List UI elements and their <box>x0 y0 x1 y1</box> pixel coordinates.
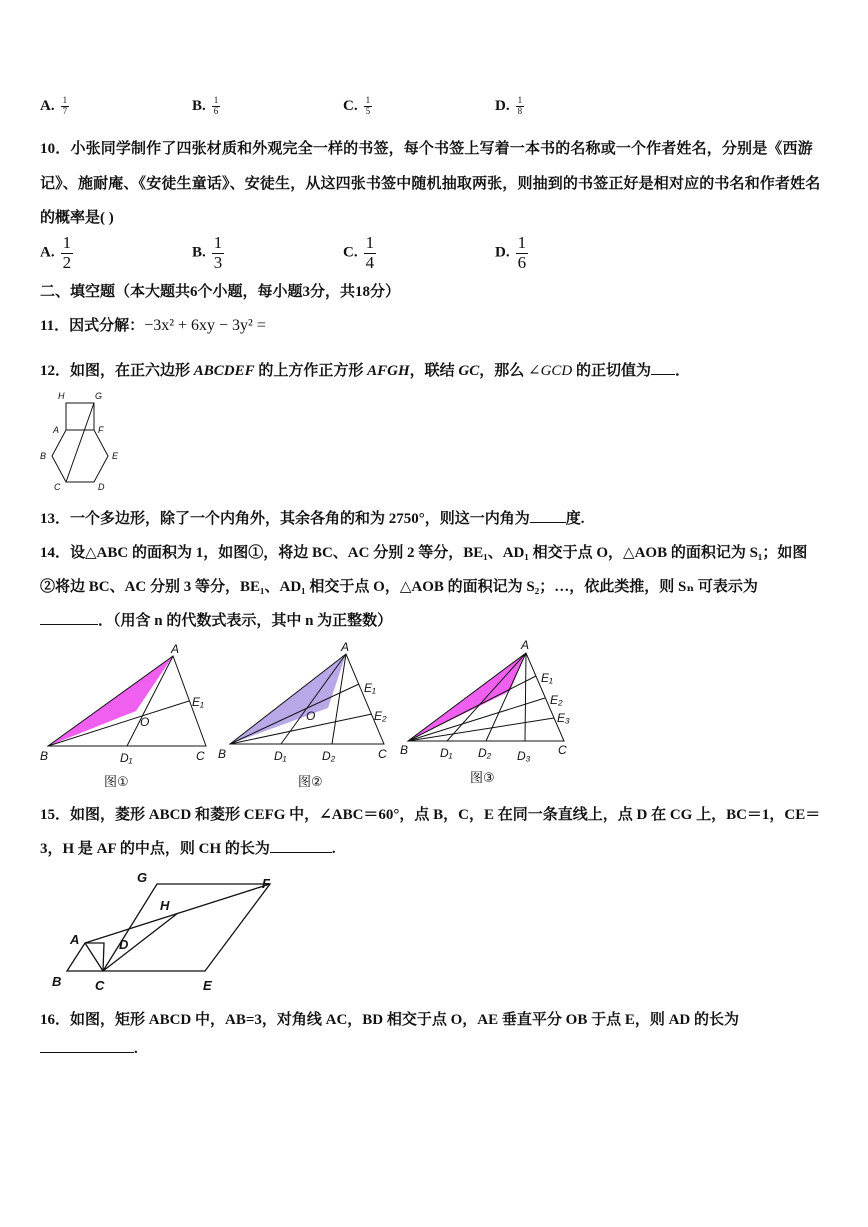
q13 <box>40 507 585 528</box>
fig3-caption: 图③ <box>470 770 495 785</box>
label-c: C <box>54 482 61 492</box>
fig1-label-d1: D₁ <box>120 751 133 765</box>
label-f: F <box>98 425 104 435</box>
fig2-label-c: C <box>378 747 387 761</box>
q16-line-2 <box>40 1041 138 1058</box>
q10-option-b: B. $\frac{1}{3}$ <box>192 233 223 272</box>
label-b: B <box>52 974 62 989</box>
q12 <box>40 359 690 380</box>
fig2-label-e2: E₂ <box>374 709 387 723</box>
q10-option-d: D. $\frac{1}{6}$ <box>495 233 527 272</box>
fig3-label-b: B <box>400 743 409 757</box>
label-h: H <box>160 898 170 913</box>
q15-end: . <box>331 841 336 857</box>
fig3-line-ad1 <box>447 653 526 741</box>
fig2-label-b: B <box>218 747 227 761</box>
fig3-label-e3: E₃ <box>557 711 570 725</box>
fig3-line-ad3 <box>525 653 526 741</box>
q10-line-3: 的概率是( ) <box>40 210 114 226</box>
q12-square-name: AFGH <box>367 363 410 379</box>
q13-text: 13．一个多边形，除了一个内角外，其余各角的和为 2750°，则这一内角为 <box>40 511 530 527</box>
q12-end: ． <box>675 363 691 379</box>
fig1-label-a: A <box>171 642 180 656</box>
q14-line-3 <box>40 609 392 630</box>
fig1-label-o: O <box>140 715 150 729</box>
segment-ca <box>85 943 103 971</box>
label-f: F <box>262 876 270 891</box>
fig2-label-a: A <box>341 640 350 654</box>
fig3-label-a: A <box>521 638 530 652</box>
q12-figure <box>34 388 130 492</box>
q16-line-1: 16．如图，矩形 ABCD 中，AB=3，对角线 AC，BD 相交于点 O，AE 垂直平分 OB 于点 E，则 AD 的长为 <box>40 1012 739 1028</box>
q14-line-1: 14．设△ABC 的面积为 1，如图①，将边 BC、AC 分别 2 等分，BE₁、AD₁ 相交于点 O，△AOB 的面积记为 S₁；如图 <box>40 545 808 561</box>
segment-ch <box>103 913 178 971</box>
figure-3 <box>400 638 570 785</box>
q14-line-2: ②将边 BC、AC 分别 3 等分，BE₁、AD₁ 相交于点 O，△AOB 的面积记为 S₂；…，依此类推，则 Sₙ 可表示为 <box>40 579 758 595</box>
fig3-label-d2: D₂ <box>478 746 492 760</box>
fig1-label-b: B <box>40 749 49 763</box>
label-a: A <box>53 425 60 435</box>
q15-line-2-text: 3，H 是 AF 的中点，则 CH 的长为 <box>40 841 270 857</box>
label-c: C <box>95 978 105 993</box>
label-e: E <box>203 978 212 993</box>
fig3-label-d3: D₃ <box>517 749 531 763</box>
q11 <box>40 314 266 335</box>
fig2-label-e1: E₁ <box>364 681 376 695</box>
label-e: E <box>112 451 119 461</box>
q12-answer-blank <box>651 374 675 375</box>
fig1-label-c: C <box>196 749 205 763</box>
q9-option-b: B. $\frac{1}{6}$ <box>192 95 219 116</box>
q12-angle: ∠GCD <box>528 363 573 379</box>
fig3-label-e1: E₁ <box>541 671 553 685</box>
q11-expression: −3x² + 6xy − 3y² = <box>144 317 266 334</box>
label-h: H <box>58 391 65 401</box>
q15-answer-blank <box>270 852 332 853</box>
q10-option-c: C. $\frac{1}{4}$ <box>343 233 375 272</box>
hexagon-abcdef <box>52 430 108 482</box>
q13-end: 度. <box>565 511 585 527</box>
q16-end: . <box>134 1041 138 1057</box>
q15-line-1: 15．如图，菱形 ABCD 和菱形 CEFG 中，∠ABC＝60°，点 B，C，E 在同一条直线上，点 D 在 CG 上，BC＝1，CE＝ <box>40 807 821 823</box>
label-g: G <box>95 391 103 401</box>
segment-gc <box>66 403 94 482</box>
q10-line-1: 10．小张同学制作了四张材质和外观完全一样的书签，每个书签上写着一本书的名称或一个作者姓名，分别是《西游 <box>40 141 813 157</box>
q14-answer-blank <box>40 624 98 625</box>
q9-option-a: A. $\frac{1}{7}$ <box>40 95 68 116</box>
q12-text: 12．如图，在正六边形 <box>40 363 194 379</box>
q13-answer-blank <box>530 522 566 523</box>
fig2-label-d2: D₂ <box>322 749 336 763</box>
fig1-label-e1: E₁ <box>192 695 204 709</box>
q12-text: ，联结 <box>409 363 459 379</box>
q14-figures <box>36 636 576 796</box>
label-d: D <box>98 482 105 492</box>
fig3-label-e2: E₂ <box>550 693 563 707</box>
fig2-label-d1: D₁ <box>274 749 287 763</box>
label-g: G <box>137 870 148 885</box>
fig1-caption: 图① <box>104 774 129 789</box>
q10-line-2: 记》、施耐庵、《安徒生童话》、安徒生，从这四张书签中随机抽取两张，则抽到的书签正好是相对应的书名和作者姓名 <box>40 176 821 192</box>
q10-option-a: A. $\frac{1}{2}$ <box>40 233 72 272</box>
q15-line-2 <box>40 837 336 858</box>
q11-prefix: 11．因式分解： <box>40 318 145 334</box>
section-heading: 二、填空题（本大题共6个小题，每小题3分，共18分） <box>40 284 401 300</box>
q12-segment-name: GC <box>458 363 480 379</box>
rhombus-abcd <box>67 943 104 971</box>
square-afgh <box>66 403 94 430</box>
q12-text: ，那么 <box>479 363 529 379</box>
label-b: B <box>40 451 47 461</box>
q9-option-c: C. $\frac{1}{5}$ <box>343 95 371 116</box>
label-a: A <box>70 932 80 947</box>
q12-text: 的正切值为 <box>572 363 652 379</box>
rhombus-cefg <box>103 884 270 971</box>
fig3-label-c: C <box>558 743 567 757</box>
figure-2 <box>218 640 387 789</box>
fig2-label-o: O <box>306 709 316 723</box>
q15-figure <box>40 866 290 996</box>
q12-hexagon-name: ABCDEF <box>193 363 255 379</box>
q9-option-d: D. $\frac{1}{8}$ <box>495 95 523 116</box>
fig2-caption: 图② <box>298 774 323 789</box>
figure-1 <box>40 642 206 789</box>
label-d: D <box>119 937 129 952</box>
q16-answer-blank <box>40 1052 134 1053</box>
q14-line-3-text: ．（用含 n 的代数式表示，其中 n 为正整数） <box>98 613 393 629</box>
q12-text: 的上方作正方形 <box>254 363 368 379</box>
fig3-label-d1: D₁ <box>440 746 453 760</box>
